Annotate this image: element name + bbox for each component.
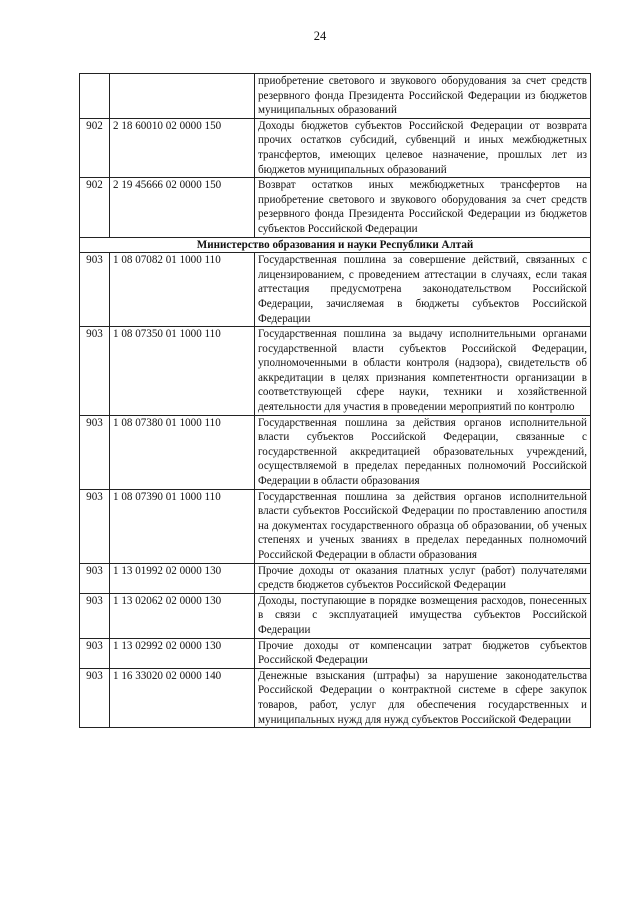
table-body-before-section [80,74,591,238]
table-row [80,415,591,489]
description-cell: Прочие доходы от оказания платных услуг (работ) получателями средств бюджетов субъектов Российской Федерации [255,563,591,593]
admin-code-cell [80,74,110,119]
revenue-codes-table [79,73,591,728]
description-cell: Доходы бюджетов субъектов Российской Федерации от возврата прочих остатков субсидий, субвенций и иных межбюджетных трансфертов, имеющих целевое назначение, прошлых лет из бюджетов муниципальных образований [255,118,591,177]
description-cell: Доходы, поступающие в порядке возмещения расходов, понесенных в связи с эксплуатацией имущества субъектов Российской Федерации [255,593,591,638]
table-body-after-section [80,253,591,728]
table-row [80,327,591,416]
admin-code-cell: 903 [80,415,110,489]
table-row [80,118,591,177]
admin-code-cell: 902 [80,178,110,237]
table-row [80,74,591,119]
admin-code-cell: 902 [80,118,110,177]
table-row [80,253,591,327]
admin-code-cell: 903 [80,668,110,727]
table-row [80,593,591,638]
admin-code-cell: 903 [80,253,110,327]
table-row [80,638,591,668]
page-number: 24 [313,29,327,43]
description-cell: Государственная пошлина за действия органов исполнительной власти субъектов Российской Федерации по проставлению апостиля на документах государственного образца об образовании, об ученых степенях и ученых званиях в пределах переданных полномочий Российской Федерации в области образования [255,489,591,563]
description-cell: Государственная пошлина за совершение действий, связанных с лицензированием, с проведением аттестации в случаях, если такая аттестация предусмотрена законодательством Российской Федерации, зачисляемая в бюджеты субъектов Российской Федерации [255,253,591,327]
budget-code-cell: 2 19 45666 02 0000 150 [110,178,255,237]
budget-code-cell: 1 13 01992 02 0000 130 [110,563,255,593]
description-cell: приобретение светового и звукового оборудования за счет средств резервного фонда Президента Российской Федерации из бюджетов муниципальных образований [255,74,591,119]
description-cell: Денежные взыскания (штрафы) за нарушение законодательства Российской Федерации о контрактной системе в сфере закупок товаров, работ, услуг для обеспечения государственных и муниципальных нужд для нужд субъектов Российской Федерации [255,668,591,727]
budget-code-cell [110,74,255,119]
admin-code-cell: 903 [80,563,110,593]
budget-code-cell: 1 16 33020 02 0000 140 [110,668,255,727]
section-header-body [80,237,591,253]
budget-code-cell: 1 13 02992 02 0000 130 [110,638,255,668]
description-cell: Государственная пошлина за действия органов исполнительной власти субъектов Российской Федерации, связанные с государственной аккредитацией образовательных учреждений, осуществляемой в пределах переданных полномочий Российской Федерации в области образования [255,415,591,489]
table-row [80,178,591,237]
section-title: Министерство образования и науки Республики Алтай [80,237,591,253]
table-row [80,489,591,563]
table-row [80,668,591,727]
admin-code-cell: 903 [80,638,110,668]
description-cell: Государственная пошлина за выдачу исполнительными органами государственной власти субъектов Российской Федерации, уполномоченными в области контроля (надзора), свидетельств об аккредитации в целях признания компетентности организации в соответствующей сфере науки, техники и хозяйственной деятельности для участия в проведении мероприятий по контролю [255,327,591,416]
budget-code-cell: 1 08 07350 01 1000 110 [110,327,255,416]
budget-code-cell: 2 18 60010 02 0000 150 [110,118,255,177]
description-cell: Возврат остатков иных межбюджетных трансфертов на приобретение светового и звукового оборудования за счет средств резервного фонда Президента Российской Федерации из бюджетов субъектов Российской Федерации [255,178,591,237]
description-cell: Прочие доходы от компенсации затрат бюджетов субъектов Российской Федерации [255,638,591,668]
admin-code-cell: 903 [80,327,110,416]
budget-code-cell: 1 08 07082 01 1000 110 [110,253,255,327]
table-row [80,563,591,593]
admin-code-cell: 903 [80,489,110,563]
budget-code-cell: 1 08 07390 01 1000 110 [110,489,255,563]
admin-code-cell: 903 [80,593,110,638]
budget-code-cell: 1 13 02062 02 0000 130 [110,593,255,638]
section-header-row [80,237,591,253]
budget-code-cell: 1 08 07380 01 1000 110 [110,415,255,489]
